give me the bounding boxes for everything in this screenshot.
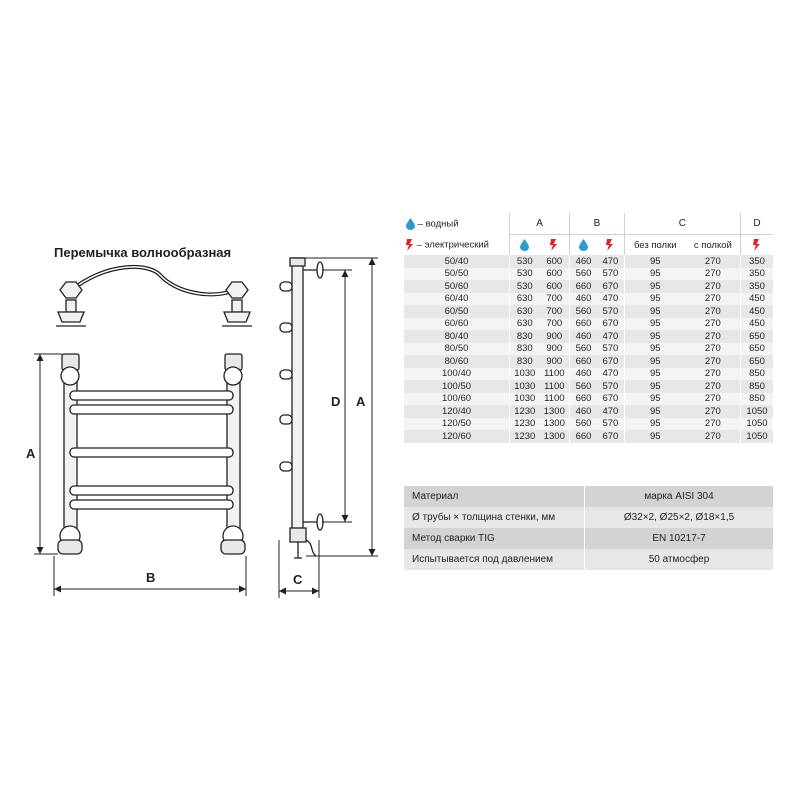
cell-a-water: 830 <box>510 330 540 343</box>
cell-c-with-shelf: 270 <box>686 430 741 443</box>
towel-rail-front-view <box>58 354 245 554</box>
cell-b-electric: 470 <box>597 255 624 268</box>
spec-value: Ø32×2, Ø25×2, Ø18×1,5 <box>585 507 774 528</box>
lightning-icon <box>753 239 761 251</box>
cell-a-water: 1230 <box>510 418 540 431</box>
cell-c-without-shelf: 95 <box>624 268 685 281</box>
c-with-shelf-header: с полкой <box>686 235 741 256</box>
cell-d-electric: 850 <box>741 380 774 393</box>
lightning-icon <box>550 239 558 251</box>
table-row <box>404 318 773 331</box>
cell-c-with-shelf: 270 <box>686 268 741 281</box>
cell-b-electric: 670 <box>597 355 624 368</box>
cell-c-without-shelf: 95 <box>624 343 685 356</box>
cell-c-with-shelf: 270 <box>686 368 741 381</box>
cell-a-electric: 600 <box>540 255 570 268</box>
cell-a-water: 530 <box>510 268 540 281</box>
cell-d-electric: 650 <box>741 355 774 368</box>
col-header-c: C <box>624 213 740 235</box>
cell-d-electric: 350 <box>741 268 774 281</box>
cell-d-electric: 650 <box>741 343 774 356</box>
cell-b-water: 560 <box>570 380 597 393</box>
cell-c-with-shelf: 270 <box>686 318 741 331</box>
cell-a-water: 630 <box>510 318 540 331</box>
cell-b-electric: 670 <box>597 393 624 406</box>
cell-model: 120/50 <box>404 418 510 431</box>
spec-label: Ø трубы × толщина стенки, мм <box>404 507 585 528</box>
cell-model: 100/40 <box>404 368 510 381</box>
cell-c-with-shelf: 270 <box>686 405 741 418</box>
cell-b-water: 460 <box>570 255 597 268</box>
cell-c-without-shelf: 95 <box>624 318 685 331</box>
a-water-header <box>510 235 540 256</box>
spec-row <box>404 486 773 507</box>
cell-a-water: 830 <box>510 355 540 368</box>
cell-a-electric: 1300 <box>540 430 570 443</box>
cell-a-water: 1030 <box>510 368 540 381</box>
cell-c-with-shelf: 270 <box>686 293 741 306</box>
cell-b-electric: 570 <box>597 305 624 318</box>
towel-rail-side-view <box>280 258 323 558</box>
cell-model: 80/50 <box>404 343 510 356</box>
cell-c-without-shelf: 95 <box>624 380 685 393</box>
b-electric-header <box>597 235 624 256</box>
cell-a-electric: 1300 <box>540 405 570 418</box>
cell-c-without-shelf: 95 <box>624 293 685 306</box>
cell-model: 100/50 <box>404 380 510 393</box>
cell-model: 50/50 <box>404 268 510 281</box>
cell-a-water: 1030 <box>510 380 540 393</box>
cell-model: 60/40 <box>404 293 510 306</box>
cell-a-water: 830 <box>510 343 540 356</box>
water-drop-icon <box>579 239 588 251</box>
cell-c-without-shelf: 95 <box>624 330 685 343</box>
water-drop-icon <box>520 239 529 251</box>
dimensions-table <box>404 213 773 443</box>
cell-d-electric: 350 <box>741 280 774 293</box>
legend-electric: – электрический <box>404 235 510 256</box>
cell-b-electric: 470 <box>597 405 624 418</box>
cell-a-electric: 1100 <box>540 393 570 406</box>
cell-c-without-shelf: 95 <box>624 393 685 406</box>
cell-model: 60/50 <box>404 305 510 318</box>
cell-b-water: 560 <box>570 268 597 281</box>
d-electric-header <box>741 235 774 256</box>
spec-label: Испытывается под давлением <box>404 549 585 570</box>
specs-table <box>404 486 773 570</box>
table-row <box>404 380 773 393</box>
cell-model: 50/60 <box>404 280 510 293</box>
cell-c-without-shelf: 95 <box>624 255 685 268</box>
cell-model: 60/60 <box>404 318 510 331</box>
cell-d-electric: 850 <box>741 368 774 381</box>
spec-value: марка AISI 304 <box>585 486 774 507</box>
table-row <box>404 343 773 356</box>
cell-c-with-shelf: 270 <box>686 418 741 431</box>
cell-b-electric: 470 <box>597 293 624 306</box>
cell-c-without-shelf: 95 <box>624 305 685 318</box>
cell-c-with-shelf: 270 <box>686 393 741 406</box>
water-drop-icon <box>406 218 415 230</box>
cell-model: 80/40 <box>404 330 510 343</box>
cell-b-water: 460 <box>570 293 597 306</box>
cell-a-electric: 700 <box>540 293 570 306</box>
cell-d-electric: 450 <box>741 318 774 331</box>
cell-b-electric: 470 <box>597 330 624 343</box>
cell-b-water: 660 <box>570 430 597 443</box>
lightning-icon <box>406 239 414 251</box>
legend-water: – водный <box>404 213 510 235</box>
cell-c-with-shelf: 270 <box>686 330 741 343</box>
table-row <box>404 355 773 368</box>
cell-c-with-shelf: 270 <box>686 280 741 293</box>
c-without-shelf-header: без полки <box>624 235 685 256</box>
spec-label: Материал <box>404 486 585 507</box>
cell-a-water: 530 <box>510 255 540 268</box>
cell-a-water: 1030 <box>510 393 540 406</box>
cell-a-water: 1230 <box>510 405 540 418</box>
dimension-a-side <box>305 258 378 556</box>
cell-b-water: 560 <box>570 418 597 431</box>
wavy-jumper-top-view <box>56 267 252 326</box>
table-row <box>404 405 773 418</box>
spec-row <box>404 549 773 570</box>
cell-c-without-shelf: 95 <box>624 430 685 443</box>
cell-a-water: 1230 <box>510 430 540 443</box>
cell-d-electric: 1050 <box>741 405 774 418</box>
table-row <box>404 330 773 343</box>
cell-model: 120/40 <box>404 405 510 418</box>
label-c: C <box>293 572 303 587</box>
cell-b-electric: 570 <box>597 343 624 356</box>
table-row <box>404 368 773 381</box>
cell-b-water: 460 <box>570 368 597 381</box>
cell-a-water: 630 <box>510 293 540 306</box>
cell-b-electric: 470 <box>597 368 624 381</box>
cell-model: 50/40 <box>404 255 510 268</box>
cell-d-electric: 1050 <box>741 430 774 443</box>
spec-row <box>404 528 773 549</box>
spec-value: 50 атмосфер <box>585 549 774 570</box>
table-row <box>404 418 773 431</box>
cell-b-water: 660 <box>570 318 597 331</box>
cell-a-electric: 700 <box>540 318 570 331</box>
cell-a-electric: 900 <box>540 355 570 368</box>
cell-a-electric: 900 <box>540 330 570 343</box>
cell-d-electric: 1050 <box>741 418 774 431</box>
dimension-c <box>279 540 319 598</box>
table-row <box>404 280 773 293</box>
table-row <box>404 305 773 318</box>
cell-c-without-shelf: 95 <box>624 355 685 368</box>
cell-model: 100/60 <box>404 393 510 406</box>
cell-c-without-shelf: 95 <box>624 418 685 431</box>
label-d: D <box>331 394 341 409</box>
cell-a-electric: 1300 <box>540 418 570 431</box>
cell-a-electric: 600 <box>540 280 570 293</box>
cell-a-electric: 900 <box>540 343 570 356</box>
cell-d-electric: 450 <box>741 293 774 306</box>
spec-row <box>404 507 773 528</box>
cell-b-water: 560 <box>570 305 597 318</box>
cell-b-water: 660 <box>570 280 597 293</box>
cell-a-electric: 1100 <box>540 380 570 393</box>
cell-a-electric: 600 <box>540 268 570 281</box>
label-a-front: A <box>26 446 36 461</box>
cell-b-electric: 570 <box>597 268 624 281</box>
table-row <box>404 430 773 443</box>
cell-a-water: 630 <box>510 305 540 318</box>
a-electric-header <box>540 235 570 256</box>
cell-c-without-shelf: 95 <box>624 405 685 418</box>
cell-a-water: 530 <box>510 280 540 293</box>
cell-c-with-shelf: 270 <box>686 255 741 268</box>
cell-b-water: 460 <box>570 330 597 343</box>
cell-c-with-shelf: 270 <box>686 305 741 318</box>
table-row <box>404 393 773 406</box>
cell-b-water: 660 <box>570 355 597 368</box>
table-row <box>404 293 773 306</box>
cell-c-with-shelf: 270 <box>686 355 741 368</box>
table-row <box>404 255 773 268</box>
cell-d-electric: 350 <box>741 255 774 268</box>
spec-label: Метод сварки TIG <box>404 528 585 549</box>
label-b: B <box>146 570 156 585</box>
cell-b-water: 460 <box>570 405 597 418</box>
cell-b-electric: 570 <box>597 380 624 393</box>
cell-c-with-shelf: 270 <box>686 380 741 393</box>
cell-model: 80/60 <box>404 355 510 368</box>
b-water-header <box>570 235 597 256</box>
cell-a-electric: 700 <box>540 305 570 318</box>
cell-b-water: 660 <box>570 393 597 406</box>
col-header-a: A <box>510 213 570 235</box>
cell-a-electric: 1100 <box>540 368 570 381</box>
cell-b-electric: 670 <box>597 280 624 293</box>
cell-b-electric: 670 <box>597 318 624 331</box>
col-header-b: B <box>570 213 625 235</box>
cell-c-without-shelf: 95 <box>624 280 685 293</box>
cell-c-without-shelf: 95 <box>624 368 685 381</box>
spec-value: EN 10217-7 <box>585 528 774 549</box>
table-row <box>404 268 773 281</box>
col-header-d: D <box>741 213 774 235</box>
cell-b-electric: 670 <box>597 430 624 443</box>
drawing-title: Перемычка волнообразная <box>54 245 232 260</box>
lightning-icon <box>606 239 614 251</box>
cell-d-electric: 850 <box>741 393 774 406</box>
cell-model: 120/60 <box>404 430 510 443</box>
cell-d-electric: 650 <box>741 330 774 343</box>
label-a-side: A <box>356 394 366 409</box>
cell-c-with-shelf: 270 <box>686 343 741 356</box>
cell-b-electric: 570 <box>597 418 624 431</box>
cell-b-water: 560 <box>570 343 597 356</box>
dimension-a-front <box>34 354 62 554</box>
cell-d-electric: 450 <box>741 305 774 318</box>
